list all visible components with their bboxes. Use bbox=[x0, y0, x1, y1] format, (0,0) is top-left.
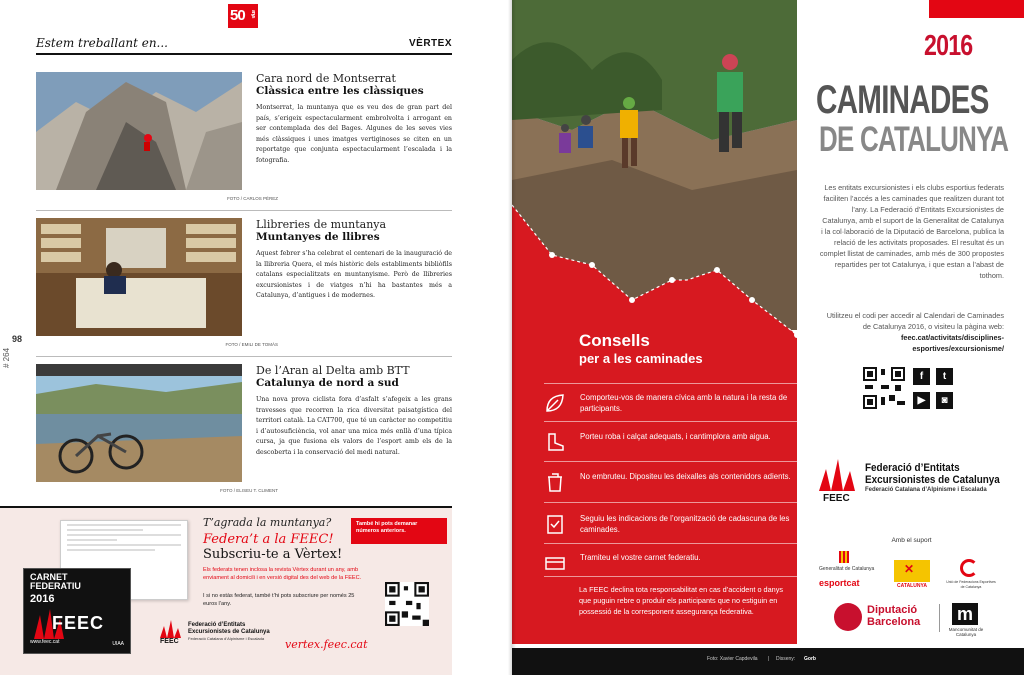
divider bbox=[939, 604, 940, 632]
photo-credit: FOTO / ELISEU T. CLIMENT bbox=[220, 488, 278, 493]
tips-red-panel bbox=[512, 200, 797, 644]
card-web: www.feec.cat bbox=[30, 639, 60, 645]
card-uiaa: UIAA bbox=[112, 641, 124, 647]
credits-bar bbox=[512, 648, 1024, 675]
top-red-bar bbox=[929, 0, 1024, 18]
separator: | bbox=[768, 656, 770, 662]
diputacio-emblem-icon bbox=[834, 603, 862, 631]
tip-text: No embruteu. Dipositeu les deixalles als contenidors adients. bbox=[580, 472, 791, 481]
article-montserrat bbox=[36, 72, 452, 207]
main-title-sub: DE CATALUNYA bbox=[819, 120, 1009, 159]
section-title: Estem treballant en... bbox=[36, 36, 168, 50]
article-subtitle: Catalunya de nord a sud bbox=[256, 377, 399, 389]
bookstore-photo bbox=[36, 218, 242, 336]
divider bbox=[544, 502, 800, 503]
intro-text: Les entitats excursionistes i els clubs esportius federats faciliten l’accés a les caminades que realitzen durant tot l’any. La Federació d’Entitats Excursionistes de Catalunya, amb el suport de la Generalitat de Catalunya i la col·laboració de la Diputació de Barcelona, publica la relació de les activitats proposades. El resultat és un complet llistat de caminades, amb més de 300 propostes repartides per tot Catalunya, i que estan a l’abast de tothom. bbox=[819, 183, 1004, 280]
tip-text: Porteu roba i calçat adequats, i cantimplora amb aigua. bbox=[580, 432, 771, 441]
catalunya-logo bbox=[894, 560, 930, 582]
badge-number: 50 bbox=[230, 7, 245, 24]
divider bbox=[544, 543, 800, 544]
design-credit: Disseny: bbox=[776, 656, 796, 662]
feec-abbr: FEEC bbox=[823, 493, 850, 504]
calendar-qr-code[interactable] bbox=[863, 367, 905, 409]
card-brand: FEEC bbox=[52, 613, 105, 633]
bin-icon bbox=[544, 471, 566, 493]
unio-label: Unió de Federacions Esportives de Catalunya bbox=[946, 580, 996, 589]
feec-abbr: FEEC bbox=[160, 638, 179, 645]
book-gutter bbox=[508, 0, 516, 675]
feec-logo-large bbox=[819, 459, 1000, 504]
tip-text: Comporteu-vos de manera cívica amb la natura i la resta de participants. bbox=[580, 393, 788, 413]
subscription-para-federats: Els federats tenen inclosa la revista Vèrtex durant un any, amb enviament al domicili i en versió digital des del web de la FEEC. bbox=[203, 567, 362, 581]
magazine-name: VÈRTEX bbox=[408, 38, 452, 49]
montserrat-climber-photo bbox=[36, 72, 242, 190]
card-icon bbox=[544, 552, 566, 574]
divider bbox=[544, 421, 800, 422]
divider bbox=[36, 210, 452, 211]
esportcat-logo: esportcat bbox=[819, 578, 860, 588]
feec-name: Federació d’Entitats Excursionistes de Catalunya bbox=[865, 462, 1000, 486]
feec-subtitle: Federació Catalana d’Alpinisme i Escalada bbox=[865, 487, 987, 493]
article-title: Llibreries de muntanya bbox=[256, 218, 387, 231]
card-title: CARNET FEDERATIU bbox=[30, 572, 81, 591]
facebook-icon[interactable]: f bbox=[913, 368, 930, 385]
catalunya-star-icon: ✕ bbox=[904, 562, 915, 576]
calendar-url-link[interactable]: feec.cat/activitats/disciplines-esportives/excursionisme/ bbox=[900, 333, 1004, 353]
youtube-icon[interactable]: ▶ bbox=[913, 392, 930, 409]
subscription-question: T’agrada la muntanya? bbox=[203, 516, 332, 529]
article-text bbox=[256, 72, 452, 167]
feec-name: Federació d’Entitats Excursionistes de Catalunya bbox=[188, 622, 270, 635]
generalitat-logo: Generalitat de Catalunya bbox=[819, 566, 875, 572]
section-header bbox=[36, 35, 452, 55]
divider bbox=[544, 461, 800, 462]
article-body: Montserrat, la muntanya que es veu des de gran part del país, s’erigeix espectacularment embrolvolta i arrogant en ser contemplada des del Bages. Algunes de les seves vies més clàssiques i unes imatges vertiginoses se citen en un reportatge que conjunta espectacularment l’escalada i la fotografia. bbox=[256, 104, 452, 164]
bike-river-photo bbox=[36, 364, 242, 482]
badge-small: anys bbox=[250, 10, 256, 18]
calendar-text: Utilitzeu el codi per accedir al Calendari de Caminades de Catalunya 2016, o visiteu la pàgina web: feec.cat/activitats/disciplines-esportives/excursionisme/ bbox=[826, 311, 1004, 353]
checklist-icon bbox=[544, 513, 566, 535]
divider bbox=[544, 576, 800, 577]
vertex-url-link[interactable]: vertex.feec.cat bbox=[285, 638, 368, 651]
year-title: 2016 bbox=[924, 30, 973, 62]
instagram-icon[interactable]: ◙ bbox=[936, 392, 953, 409]
disclaimer: La FEEC declina tota responsabilitat en cas d’accident o danys que puguin rebre o produir els participants que no estiguin en possessió de la corresponent assegurança federativa. bbox=[579, 585, 784, 616]
article-text bbox=[256, 364, 452, 459]
article-subtitle: Clàssica entre les clàssiques bbox=[256, 85, 424, 97]
tip-text: Tramiteu el vostre carnet federatiu. bbox=[580, 553, 701, 562]
divider bbox=[544, 383, 800, 384]
mancomunitat-logo: m bbox=[952, 603, 978, 625]
main-title: CAMINADES bbox=[816, 78, 989, 122]
article-subtitle: Muntanyes de llibres bbox=[256, 231, 380, 243]
feec-logo-icon bbox=[819, 459, 859, 491]
tips-subtitle: per a les caminades bbox=[579, 351, 703, 366]
article-text bbox=[256, 218, 452, 302]
tip-text: Seguiu les indicacions de l’organització de cadascuna de les caminades. bbox=[580, 514, 790, 534]
unio-logo-icon bbox=[960, 559, 978, 577]
article-llibreries bbox=[36, 218, 452, 353]
card-year: 2016 bbox=[30, 593, 55, 605]
subscription-qr-code[interactable] bbox=[385, 582, 429, 626]
feec-logo-small bbox=[160, 620, 270, 645]
subscription-headline-vertex: Subscriu-te a Vèrtex! bbox=[203, 547, 343, 562]
twitter-icon[interactable]: t bbox=[936, 368, 953, 385]
diputacio-logo: Diputació Barcelona bbox=[867, 604, 921, 628]
photo-credit: FOTO / EMILI DE TOMÀS bbox=[225, 342, 278, 347]
membership-card bbox=[23, 568, 131, 654]
leaf-icon bbox=[544, 392, 566, 414]
feec-logo-icon bbox=[160, 620, 184, 638]
design-brand: Gorb bbox=[804, 656, 816, 662]
right-page bbox=[512, 0, 1024, 675]
photo-credit: Foto: Xavier Capdevila bbox=[707, 656, 758, 662]
support-label: Amb el suport bbox=[891, 537, 932, 544]
article-body: Aquest febrer s’ha celebrat el centenari de la inauguració de la llibreria Quera, el més històric dels establiments bibliòfils catalans especialitzats en muntanyisme. Però de llibreries excursionistes i de viatges n’hi ha bastantes més a Catalunya, d’antigues i de modernes. bbox=[256, 250, 452, 300]
article-btt bbox=[36, 364, 452, 499]
issue-number: # 264 bbox=[2, 347, 11, 368]
tips-title: Consells bbox=[579, 331, 650, 350]
back-issues-box: També hi pots demanar números anteriors. bbox=[351, 518, 447, 544]
page-number: 98 bbox=[12, 334, 23, 344]
divider bbox=[36, 356, 452, 357]
feec-subtitle: Federació Catalana d’Alpinisme i Escalada bbox=[188, 636, 265, 641]
boot-icon bbox=[544, 431, 566, 453]
catalunya-label: CATALUNYA bbox=[897, 583, 927, 589]
anniversary-badge bbox=[228, 4, 258, 28]
subscription-para-price: I si no estàs federat, també t’hi pots subscriure per només 25 euros l’any. bbox=[203, 593, 355, 607]
subscription-headline-feec: Federa’t a la FEEC! bbox=[203, 532, 334, 547]
article-title: Cara nord de Montserrat bbox=[256, 72, 396, 85]
photo-credit: FOTO / CARLOS PÉREZ bbox=[227, 196, 278, 201]
article-title: De l’Aran al Delta amb BTT bbox=[256, 364, 410, 377]
generalitat-flag-icon bbox=[839, 551, 849, 563]
mancomunitat-label: Mancomunitat de Catalunya bbox=[948, 627, 984, 637]
article-body: Una nova prova ciclista fora d’asfalt s’afegeix a les grans travesses que recorren la rica diversitat paisatgística del territori català. La CAT700, que té un caràcter no competitiu i d’autosuficiència, vol anar una mica més enllà d’una típica cursa, ja que fusiona els valors de l’esport amb els de la descoberta i la conservació del medi natural. bbox=[256, 396, 452, 456]
subscription-box bbox=[0, 506, 452, 675]
